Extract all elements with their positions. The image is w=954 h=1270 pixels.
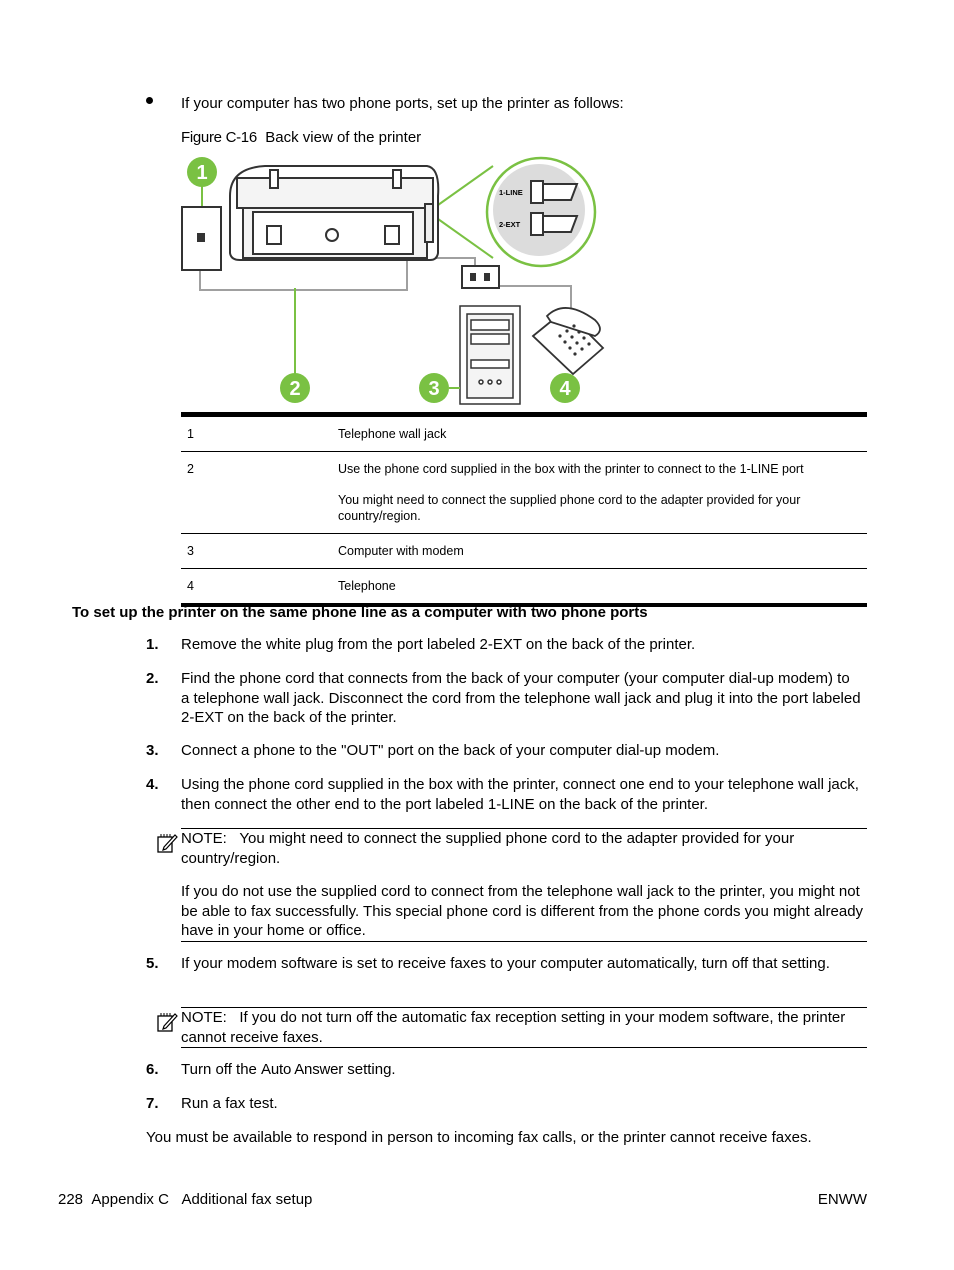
step-text: Find the phone cord that connects from the back of your computer (your computer dial-up modem) to a telephone wall jack. Disconnect the cord from the telephone wall jack and plug it into the port labeled 2-EXT on the back of the printer. [181,670,861,726]
computer-tower [460,306,520,404]
closing-paragraph: You must be available to respond in person to incoming fax calls, or the printer cannot receive faxes. [146,1129,812,1146]
figure-legend-table [181,412,867,607]
fax-setup-illustration [175,148,615,410]
svg-text:4: 4 [559,378,571,400]
step-number: 7. [146,1095,159,1112]
svg-text:1: 1 [196,162,208,184]
row-number: 2 [187,462,194,476]
row-text: Telephone wall jack [338,427,447,441]
bullet-dot [146,97,153,104]
note-paragraph: If you do not use the supplied cord to connect from the telephone wall jack to the printer, you might not be able to fax successfully. This special phone cord is different from the phone cords you might already have in your home or office. [181,883,864,939]
table-row [181,534,867,569]
row-number: 4 [187,579,194,593]
row-number: 1 [187,427,194,441]
row-text: You might need to connect the supplied phone cord to the adapter provided for your country/region. [338,493,801,523]
step-number: 4. [146,776,159,793]
step-text: Connect a phone to the "OUT" port on the back of your computer dial-up modem. [181,742,720,759]
row-number: 3 [187,544,194,558]
page-footer-left [58,1191,312,1208]
callout-1 [187,157,217,187]
port-label-1line: 1-LINE [499,188,523,197]
page-number: 228 [58,1191,84,1208]
footer-title: Additional fax setup [181,1191,313,1208]
step-text: Using the phone cord supplied in the box with the printer, connect one end to your telephone wall jack, then connect the other end to the port labeled 1-LINE on the back of the printer. [181,776,859,813]
row-text: Computer with modem [338,544,464,558]
note-box [181,828,867,942]
note-icon [156,832,178,854]
step-text: Remove the white plug from the port labeled 2-EXT on the back of the printer. [181,636,696,653]
modem-ports [462,266,499,288]
note-label: NOTE: [181,830,227,847]
row-text: Telephone [338,579,396,593]
callout-3 [419,373,449,403]
svg-text:2: 2 [289,378,301,400]
procedure-heading: To set up the printer on the same phone line as a computer with two phone ports [72,604,648,621]
step-number: 5. [146,955,159,972]
footer-brand: ENWW [817,1191,867,1208]
callout-2 [280,373,310,403]
port-label-2ext: 2-EXT [499,220,521,229]
step-text: Run a fax test. [181,1095,278,1112]
table-row [181,417,867,452]
note-text: If you do not turn off the automatic fax reception setting in your modem software, the printer cannot receive faxes. [181,1009,846,1046]
figure-label: Figure C-16 [181,129,257,146]
note-text: You might need to connect the supplied phone cord to the adapter provided for your country/region. [181,830,795,867]
printer-back [230,166,438,260]
step-text: If your modem software is set to receive faxes to your computer automatically, turn off that setting. [181,955,830,972]
figure-caption [181,129,421,146]
step-number: 1. [146,636,159,653]
callout-4 [550,373,580,403]
step-text: Turn off the Auto Answer setting. [181,1061,396,1078]
note-label: NOTE: [181,1009,227,1026]
row-text: Use the phone cord supplied in the box with the printer to connect to the 1-LINE port [338,462,804,476]
table-row [181,452,867,534]
ui-label-auto-answer: Auto Answer [261,1061,344,1078]
table-row [181,569,867,603]
intro-text: If your computer has two phone ports, set up the printer as follows: [181,95,624,112]
telephone [533,308,603,374]
step-number: 3. [146,742,159,759]
step-number: 6. [146,1061,159,1078]
footer-section: Appendix C [91,1191,169,1208]
svg-text:3: 3 [428,378,440,400]
figure-caption-text: Back view of the printer [265,129,422,146]
step-number: 2. [146,670,159,687]
note-box [181,1007,867,1048]
note-icon [156,1011,178,1033]
